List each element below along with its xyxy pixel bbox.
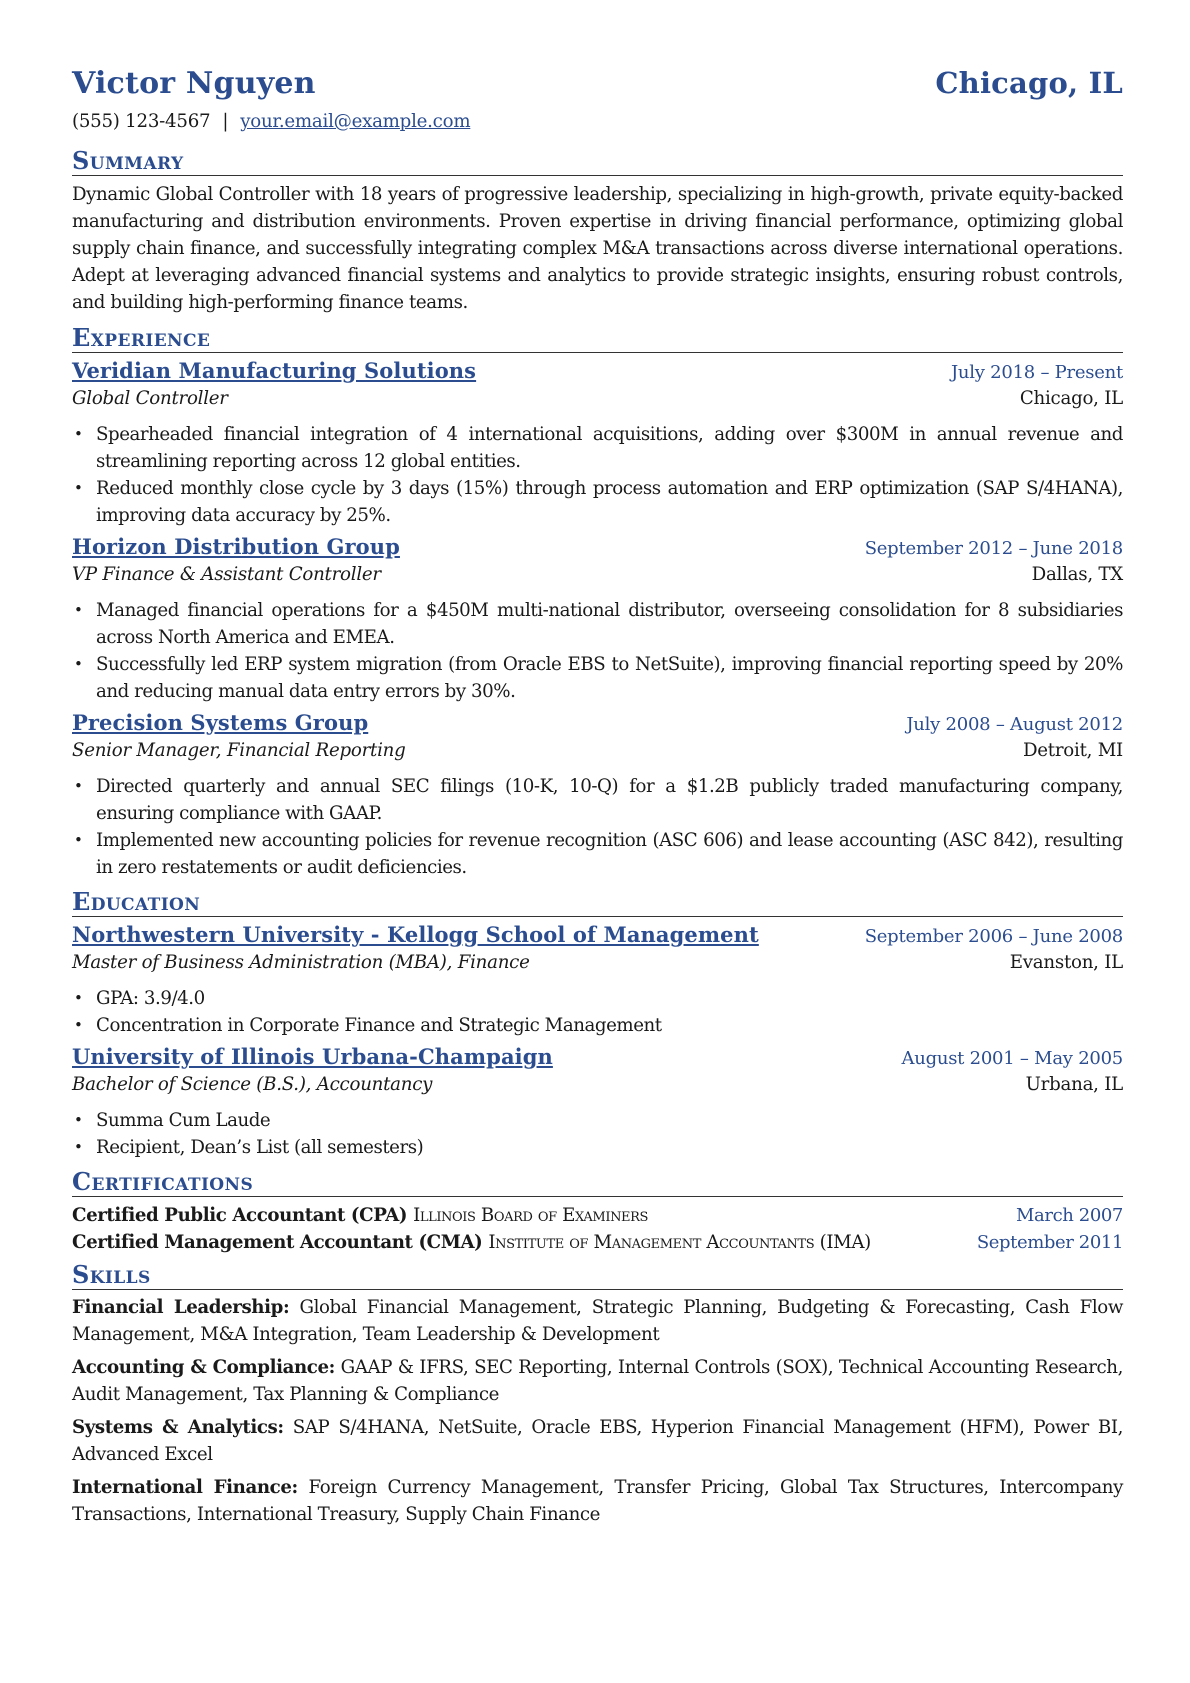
entry-location: Detroit, MI xyxy=(1022,740,1123,761)
entry-subheader-row xyxy=(72,561,1123,589)
skill-category: Accounting & Compliance: xyxy=(72,1357,335,1378)
skill-list: Global Financial Management, Strategic Planning, Budgeting & Forecasting, Cash Flow Management, M&A Integration, Team Leadership & Development xyxy=(72,1297,1124,1345)
bullet-item: • Managed financial operations for a $450M multi-national distributor, overseeing consolidation for 8 subsidiaries across North America and EMEA. xyxy=(96,597,1123,651)
entry-subheader-row xyxy=(72,385,1123,413)
skill-category: International Finance: xyxy=(72,1477,298,1498)
skill-row xyxy=(72,1354,1123,1408)
email-link[interactable]: your.email@example.com xyxy=(240,111,471,132)
resume-sheet xyxy=(72,62,1123,1534)
school-name[interactable]: Northwestern University - Kellogg School of Management xyxy=(72,922,759,947)
section-title-experience: Experience xyxy=(72,325,1123,353)
date-range: September 2012 – June 2018 xyxy=(864,538,1123,559)
skills-list xyxy=(72,1294,1123,1528)
entry-location: Chicago, IL xyxy=(1019,388,1123,409)
entry-location: Dallas, TX xyxy=(1031,564,1123,585)
date-range: August 2001 – May 2005 xyxy=(901,1048,1123,1069)
resume-header xyxy=(72,62,1123,104)
degree-title: Master of Business Administration (MBA), Finance xyxy=(72,952,530,973)
bullet-list xyxy=(72,597,1123,705)
contact-line xyxy=(72,108,1123,135)
skill-list: SAP S/4HANA, NetSuite, Oracle EBS, Hyperion Financial Management (HFM), Power BI, Advanced Excel xyxy=(72,1417,1123,1465)
entry-location: Evanston, IL xyxy=(1009,952,1123,973)
bullet-list xyxy=(72,773,1123,881)
education-list xyxy=(72,921,1123,1161)
company-name[interactable]: Veridian Manufacturing Solutions xyxy=(72,358,477,383)
entry-header-row xyxy=(72,1043,1123,1071)
experience-list xyxy=(72,357,1123,881)
certification-date: September 2011 xyxy=(976,1232,1123,1253)
experience-entry xyxy=(72,533,1123,705)
job-title: VP Finance & Assistant Controller xyxy=(72,564,381,585)
entry-subheader-row xyxy=(72,1071,1123,1099)
degree-title: Bachelor of Science (B.S.), Accountancy xyxy=(72,1074,433,1095)
candidate-location: Chicago, IL xyxy=(935,66,1123,100)
entry-header-row xyxy=(72,709,1123,737)
skill-row xyxy=(72,1474,1123,1528)
job-title: Senior Manager, Financial Reporting xyxy=(72,740,406,761)
bullet-item: • Concentration in Corporate Finance and Strategic Management xyxy=(96,1012,1123,1039)
bullet-item: • Successfully led ERP system migration (from Oracle EBS to NetSuite), improving financial reporting speed by 20% and reducing manual data entry errors by 30%. xyxy=(96,651,1123,705)
bullet-item: • Summa Cum Laude xyxy=(96,1107,1123,1134)
bullet-item: • Directed quarterly and annual SEC filings (10-K, 10-Q) for a $1.2B publicly traded manufacturing company, ensuring compliance with GAAP. xyxy=(96,773,1123,827)
bullet-item: • Recipient, Dean’s List (all semesters) xyxy=(96,1134,1123,1161)
certification-name: Certified Management Accountant (CMA) xyxy=(72,1232,483,1253)
education-entry xyxy=(72,1043,1123,1161)
section-title-education: Education xyxy=(72,889,1123,917)
section-title-summary: Summary xyxy=(72,148,1123,176)
entry-header-row xyxy=(72,533,1123,561)
skill-row xyxy=(72,1414,1123,1468)
section-title-skills: Skills xyxy=(72,1262,1123,1290)
date-range: July 2018 – Present xyxy=(950,362,1123,383)
bullet-item: • Spearheaded financial integration of 4 international acquisitions, adding over $300M in annual revenue and streamlining reporting across 12 global entities. xyxy=(96,421,1123,475)
contact-separator: | xyxy=(222,111,229,132)
skill-category: Financial Leadership: xyxy=(72,1297,290,1318)
date-range: July 2008 – August 2012 xyxy=(906,714,1123,735)
certification-issuer: Illinois Board of Examiners xyxy=(413,1205,649,1226)
skill-list: GAAP & IFRS, SEC Reporting, Internal Controls (SOX), Technical Accounting Research, Audit Management, Tax Planning & Compliance xyxy=(72,1357,1124,1405)
company-name[interactable]: Precision Systems Group xyxy=(72,710,369,735)
phone-number: (555) 123-4567 xyxy=(72,111,211,132)
entry-location: Urbana, IL xyxy=(1025,1074,1123,1095)
experience-entry xyxy=(72,709,1123,881)
company-name[interactable]: Horizon Distribution Group xyxy=(72,534,400,559)
entry-header-row xyxy=(72,357,1123,385)
certification-issuer: Institute of Management Accountants (IMA) xyxy=(488,1232,871,1253)
education-entry xyxy=(72,921,1123,1039)
section-title-certifications: Certifications xyxy=(72,1169,1123,1197)
entry-subheader-row xyxy=(72,949,1123,977)
job-title: Global Controller xyxy=(72,388,228,409)
skill-category: Systems & Analytics: xyxy=(72,1417,284,1438)
bullet-item: • Implemented new accounting policies for revenue recognition (ASC 606) and lease accounting (ASC 842), resulting in zero restatements or audit deficiencies. xyxy=(96,827,1123,881)
bullet-item: • GPA: 3.9/4.0 xyxy=(96,985,1123,1012)
entry-header-row xyxy=(72,921,1123,949)
date-range: September 2006 – June 2008 xyxy=(864,926,1123,947)
certification-row xyxy=(72,1202,1123,1229)
certification-date: March 2007 xyxy=(1016,1205,1123,1226)
skill-row xyxy=(72,1294,1123,1348)
experience-entry xyxy=(72,357,1123,529)
certification-info xyxy=(72,1202,648,1229)
certification-row xyxy=(72,1229,1123,1256)
candidate-name: Victor Nguyen xyxy=(72,66,316,101)
certification-name: Certified Public Accountant (CPA) xyxy=(72,1205,408,1226)
entry-subheader-row xyxy=(72,737,1123,765)
certification-info xyxy=(72,1229,871,1256)
bullet-item: • Reduced monthly close cycle by 3 days (15%) through process automation and ERP optimization (SAP S/4HANA), improving data accuracy by 25%. xyxy=(96,475,1123,529)
skill-list: Foreign Currency Management, Transfer Pricing, Global Tax Structures, Intercompany Transactions, International Treasury, Supply Chain Finance xyxy=(72,1477,1123,1525)
certifications-list xyxy=(72,1202,1123,1256)
bullet-list xyxy=(72,985,1123,1039)
summary-text: Dynamic Global Controller with 18 years of progressive leadership, specializing in high-growth, private equity-backed manufacturing and distribution environments. Proven expertise in driving financial performance, optimizing global supply chain finance, and successfully integrating complex M&A transactions across diverse international operations. Adept at leveraging advanced financial systems and analytics to provide strategic insights, ensuring robust controls, and building high-performing finance teams. xyxy=(72,184,1123,313)
bullet-list xyxy=(72,421,1123,529)
school-name[interactable]: University of Illinois Urbana-Champaign xyxy=(72,1044,553,1069)
bullet-list xyxy=(72,1107,1123,1161)
